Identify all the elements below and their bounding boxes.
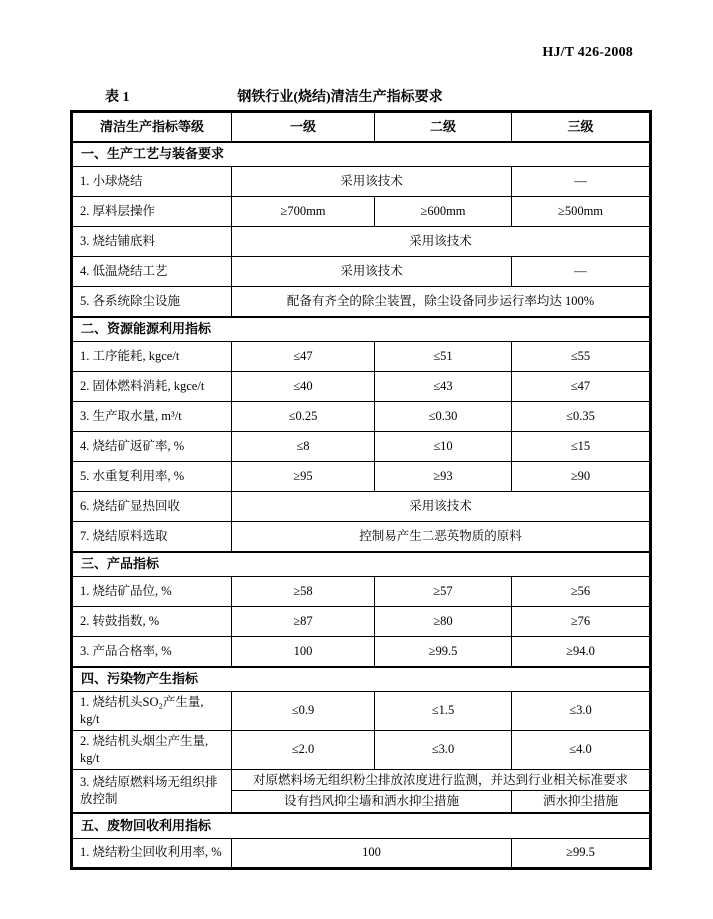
value-cell: 设有挡风抑尘墙和洒水抑尘措施 [232, 791, 512, 813]
value-cell: ≤51 [375, 342, 512, 372]
value-cell: 控制易产生二恶英物质的原料 [232, 522, 651, 552]
value-cell: ≥57 [375, 577, 512, 607]
value-cell: ≤47 [512, 372, 651, 402]
row-label: 3. 生产取水量, m³/t [72, 402, 232, 432]
table-row [72, 838, 651, 868]
value-cell: 100 [232, 838, 512, 868]
value-cell: ≤3.0 [512, 692, 651, 731]
header-cell-level3: 三级 [512, 112, 651, 142]
row-label: 1. 小球烧结 [72, 167, 232, 197]
value-cell: ≥93 [375, 462, 512, 492]
section-row [72, 667, 651, 692]
value-cell: ≥58 [232, 577, 375, 607]
table-row [72, 227, 651, 257]
value-cell: ≥600mm [375, 197, 512, 227]
table-row [72, 167, 651, 197]
section-title: 一、生产工艺与装备要求 [72, 142, 651, 167]
value-cell: ≤3.0 [375, 730, 512, 769]
section-title: 四、污染物产生指标 [72, 667, 651, 692]
section-row [72, 813, 651, 838]
table-label: 表 1 [105, 90, 130, 105]
table-row [72, 637, 651, 667]
row-label: 1. 烧结机头SO₂产生量, kg/t [72, 692, 232, 731]
table-row [72, 432, 651, 462]
value-cell: 100 [232, 637, 375, 667]
row-label: 4. 烧结矿返矿率, % [72, 432, 232, 462]
table-row [72, 692, 651, 731]
row-label: 1. 烧结矿品位, % [72, 577, 232, 607]
value-cell: ≥56 [512, 577, 651, 607]
section-title: 五、废物回收利用指标 [72, 813, 651, 838]
table-row [72, 402, 651, 432]
row-label: 2. 固体燃料消耗, kgce/t [72, 372, 232, 402]
table-row [72, 577, 651, 607]
value-cell: ≤8 [232, 432, 375, 462]
value-cell: ≤0.25 [232, 402, 375, 432]
value-cell: 采用该技术 [232, 227, 651, 257]
table-header-row [72, 112, 651, 142]
value-cell: ≥94.0 [512, 637, 651, 667]
value-cell: ≥87 [232, 607, 375, 637]
table-row [72, 522, 651, 552]
value-cell: ≤0.30 [375, 402, 512, 432]
value-cell: ≤40 [232, 372, 375, 402]
row-label: 2. 转鼓指数, % [72, 607, 232, 637]
value-cell: ≤0.35 [512, 402, 651, 432]
row-label: 3. 烧结铺底料 [72, 227, 232, 257]
row-label: 2. 烧结机头烟尘产生量, kg/t [72, 730, 232, 769]
table-row [72, 492, 651, 522]
value-cell: 采用该技术 [232, 167, 512, 197]
indicator-table [70, 110, 652, 870]
value-cell: 采用该技术 [232, 492, 651, 522]
row-label: 3. 烧结原燃料场无组织排放控制 [72, 769, 232, 813]
value-cell: ≥700mm [232, 197, 375, 227]
value-cell: ≤2.0 [232, 730, 375, 769]
value-cell: ≥80 [375, 607, 512, 637]
value-cell: ≥76 [512, 607, 651, 637]
table-row [72, 730, 651, 769]
table-caption [30, 86, 650, 106]
table-row [72, 607, 651, 637]
value-cell: ≤10 [375, 432, 512, 462]
row-label: 1. 工序能耗, kgce/t [72, 342, 232, 372]
row-label: 2. 厚料层操作 [72, 197, 232, 227]
section-title: 三、产品指标 [72, 552, 651, 577]
value-cell: 采用该技术 [232, 257, 512, 287]
row-label: 4. 低温烧结工艺 [72, 257, 232, 287]
value-cell: ≤0.9 [232, 692, 375, 731]
value-cell: 对原燃料场无组织粉尘排放浓度进行监测，并达到行业相关标准要求 [232, 769, 651, 791]
header-cell-grade: 清洁生产指标等级 [72, 112, 232, 142]
value-cell: ≤4.0 [512, 730, 651, 769]
section-row [72, 317, 651, 342]
table-title: 钢铁行业(烧结)清洁生产指标要求 [237, 90, 443, 105]
row-label: 7. 烧结原料选取 [72, 522, 232, 552]
table-row [72, 342, 651, 372]
header-cell-level1: 一级 [232, 112, 375, 142]
value-cell: ≥90 [512, 462, 651, 492]
value-cell: — [512, 257, 651, 287]
section-row [72, 552, 651, 577]
section-row [72, 142, 651, 167]
value-cell: ≤47 [232, 342, 375, 372]
header-cell-level2: 二级 [375, 112, 512, 142]
value-cell: ≤43 [375, 372, 512, 402]
row-label: 5. 水重复利用率, % [72, 462, 232, 492]
value-cell: 洒水抑尘措施 [512, 791, 651, 813]
row-label: 6. 烧结矿显热回收 [72, 492, 232, 522]
value-cell: ≥95 [232, 462, 375, 492]
row-label: 3. 产品合格率, % [72, 637, 232, 667]
section-title: 二、资源能源利用指标 [72, 317, 651, 342]
value-cell: 配备有齐全的除尘装置，除尘设备同步运行率均达 100% [232, 287, 651, 317]
doc-number: HJ/T 426-2008 [542, 45, 633, 60]
value-cell: ≤1.5 [375, 692, 512, 731]
row-label: 5. 各系统除尘设施 [72, 287, 232, 317]
row-label: 1. 烧结粉尘回收利用率, % [72, 838, 232, 868]
table-row [72, 257, 651, 287]
table-row [72, 769, 651, 791]
value-cell: ≥99.5 [512, 838, 651, 868]
value-cell: ≥500mm [512, 197, 651, 227]
table-row [72, 197, 651, 227]
value-cell: ≤55 [512, 342, 651, 372]
table-row [72, 287, 651, 317]
table-row [72, 372, 651, 402]
value-cell: ≤15 [512, 432, 651, 462]
table-row [72, 462, 651, 492]
value-cell: — [512, 167, 651, 197]
value-cell: ≥99.5 [375, 637, 512, 667]
